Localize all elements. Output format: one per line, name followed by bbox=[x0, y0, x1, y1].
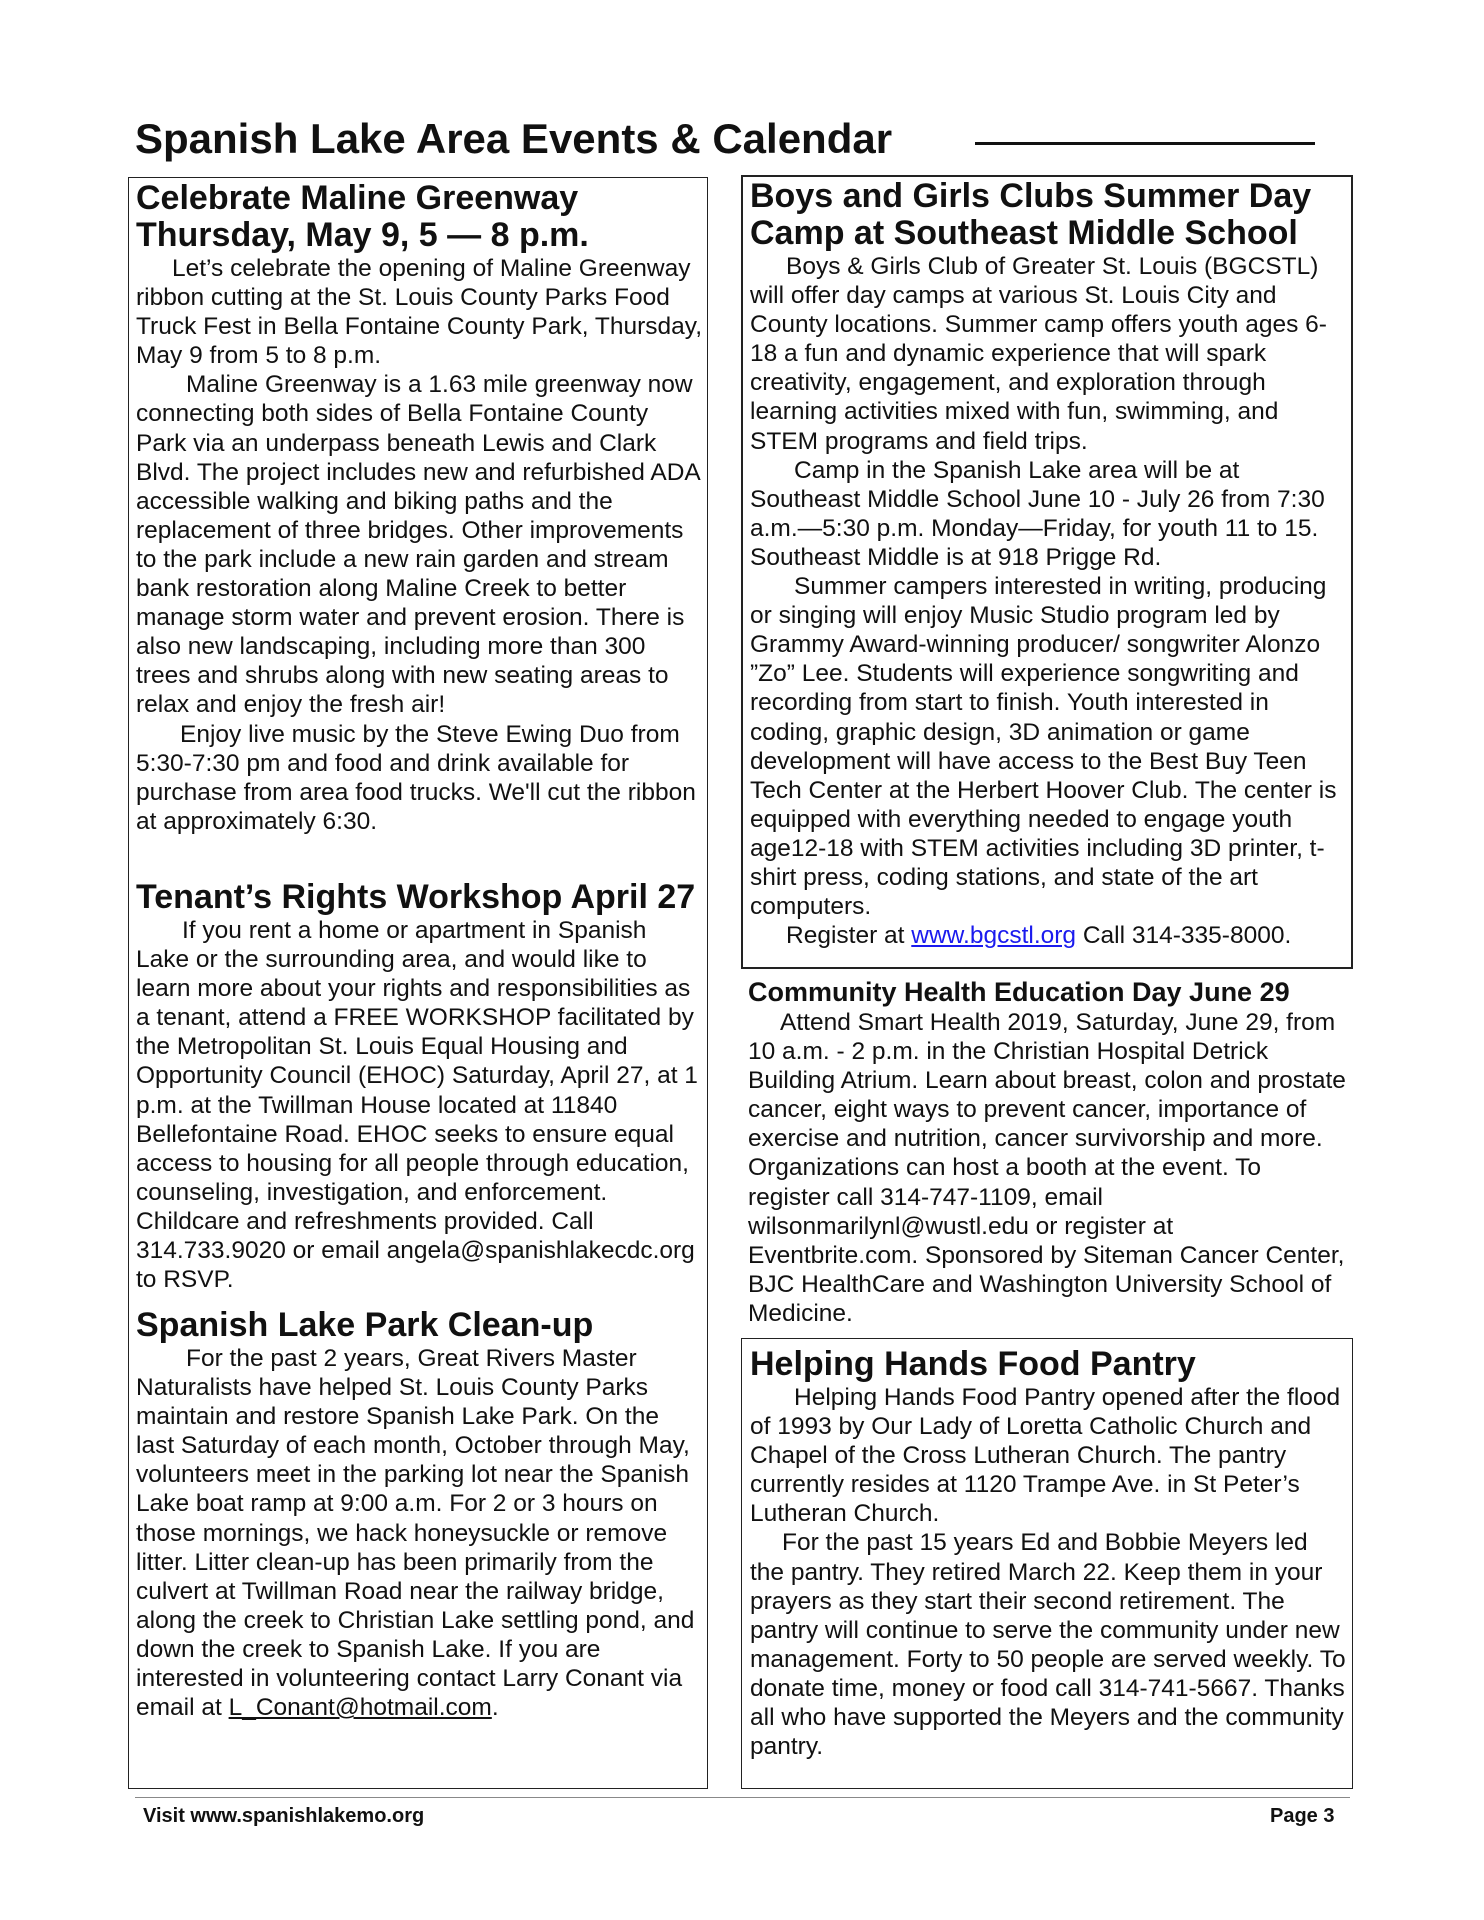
maline-article bbox=[136, 180, 702, 836]
tenant-title: Tenant’s Rights Workshop April 27 bbox=[136, 878, 696, 916]
bgc-article bbox=[750, 178, 1348, 950]
maline-title-line2: Thursday, May 9, 5 — 8 p.m. bbox=[136, 216, 589, 254]
cleanup-period: . bbox=[491, 1694, 499, 1722]
bgc-register-line bbox=[750, 921, 1348, 950]
pantry-title: Helping Hands Food Pantry bbox=[750, 1345, 1196, 1383]
title-rule bbox=[975, 142, 1315, 145]
bgc-register-prefix: Register at bbox=[786, 922, 905, 950]
page-title: Spanish Lake Area Events & Calendar bbox=[135, 115, 893, 162]
cleanup-article bbox=[136, 1307, 702, 1722]
bgc-paragraph-1: Boys & Girls Club of Greater St. Louis (BGCSTL) will offer day camps at various St. Louis City and County locations. Summer camp offers youth ages 6-18 a fun and dynamic experience that will spark creativity, engagement, and exploration through learning activities mixed with fun, swimming, and STEM programs and field trips. bbox=[750, 253, 1327, 455]
cleanup-email[interactable]: L_Conant@hotmail.com bbox=[228, 1694, 492, 1722]
pantry-paragraph-2: For the past 15 years Ed and Bobbie Meyers led the pantry. They retired March 22. Keep them in your prayers as they start their second retirement. The pantry will continue to serve the community under new management. Forty to 50 people are served weekly. To donate time, money or food call 314-741-5667. Thanks all who have supported the Meyers and the community pantry. bbox=[750, 1529, 1346, 1761]
bgc-register-suffix: Call 314-335-8000. bbox=[1082, 922, 1292, 950]
cleanup-text: For the past 2 years, Great Rivers Master Naturalists have helped St. Louis County Parks maintain and restore Spanish Lake Park. On the last Saturday of each month, October through May, volunteers meet in the parking lot near the Spanish Lake boat ramp at 9:00 a.m. For 2 or 3 hours on those mornings, we hack honeysuckle or remove litter. Litter clean-up has been primarily from the culvert at Twillman Road near the railway bridge, along the creek to Christian Lake settling pond, and down the creek to Spanish Lake. If you are interested in volunteering contact Larry Conant via email at bbox=[136, 1345, 695, 1722]
health-title: Community Health Education Day June 29 bbox=[748, 977, 1290, 1007]
pantry-paragraph-1: Helping Hands Food Pantry opened after the flood of 1993 by Our Lady of Loretta Catholic Church and Chapel of the Cross Lutheran Church. The pantry currently resides at 1120 Trampe Ave. in St Peter’s Lutheran Church. bbox=[750, 1384, 1341, 1528]
bgc-paragraph-2: Camp in the Spanish Lake area will be at Southeast Middle School June 10 - July 26 from 7:30 a.m.—5:30 p.m. Monday—Friday, for youth 11 to 15. Southeast Middle is at 918 Prigge Rd. bbox=[750, 456, 1325, 571]
page-number: Page 3 bbox=[1270, 1805, 1335, 1827]
maline-title-line1: Celebrate Maline Greenway bbox=[136, 179, 579, 217]
tenant-paragraph-1: If you rent a home or apartment in Spanish Lake or the surrounding area, and would like to learn more about your rights and responsibilities as a tenant, attend a FREE WORKSHOP facilitated by the Metropolitan St. Louis Equal Housing and Opportunity Council (EHOC) Saturday, April 27, at 1 p.m. at the Twillman House located at 11840 Bellefontaine Road. EHOC seeks to ensure equal access to housing for all people through education, counseling, investigation, and enforcement. Childcare and refreshments provided. Call 314.733.9020 or email angela@spanishlakecdc.org to RSVP. bbox=[136, 917, 698, 1294]
footer-rule bbox=[135, 1797, 1350, 1798]
footer-website: Visit www.spanishlakemo.org bbox=[143, 1805, 425, 1827]
maline-paragraph-3: Enjoy live music by the Steve Ewing Duo from 5:30-7:30 pm and food and drink available for purchase from area food trucks. We'll cut the ribbon at approximately 6:30. bbox=[136, 720, 696, 835]
health-paragraph-1: Attend Smart Health 2019, Saturday, June 29, from 10 a.m. - 2 p.m. in the Christian Hospital Detrick Building Atrium. Learn about breast, colon and prostate cancer, eight ways to prevent cancer, importance of exercise and nutrition, cancer survivorship and more. Organizations can host a booth at the event. To register call 314-747-1109, email wilsonmarilynl@wustl.edu or register at Eventbrite.com. Sponsored by Siteman Cancer Center, BJC HealthCare and Washington University School of Medicine. bbox=[748, 1009, 1346, 1327]
health-article bbox=[748, 976, 1348, 1328]
bgc-title-line1: Boys and Girls Clubs Summer Day bbox=[750, 177, 1312, 215]
bgc-title-line2: Camp at Southeast Middle School bbox=[750, 214, 1298, 252]
bgc-paragraph-3: Summer campers interested in writing, producing or singing will enjoy Music Studio program led by Grammy Award-winning producer/ songwriter Alonzo ”Zo” Lee. Students will experience songwriting and recording from start to finish. Youth interested in coding, graphic design, 3D animation or game development will have access to the Best Buy Teen Tech Center at the Herbert Hoover Club. The center is equipped with everything needed to engage youth age12-18 with STEM activities including 3D printer, t-shirt press, coding stations, and state of the art computers. bbox=[750, 573, 1337, 921]
tenant-article bbox=[136, 879, 702, 1294]
cleanup-title: Spanish Lake Park Clean-up bbox=[136, 1306, 594, 1344]
pantry-article bbox=[750, 1346, 1348, 1761]
bgc-website-link[interactable]: www.bgcstl.org bbox=[911, 922, 1077, 950]
maline-paragraph-1: Let’s celebrate the opening of Maline Greenway ribbon cutting at the St. Louis County Parks Food Truck Fest in Bella Fontaine County Park, Thursday, May 9 from 5 to 8 p.m. bbox=[136, 255, 703, 370]
cleanup-paragraph-1 bbox=[136, 1344, 702, 1722]
maline-paragraph-2: Maline Greenway is a 1.63 mile greenway now connecting both sides of Bella Fontaine County Park via an underpass beneath Lewis and Clark Blvd. The project includes new and refurbished ADA accessible walking and biking paths and the replacement of three bridges. Other improvements to the park include a new rain garden and stream bank restoration along Maline Creek to better manage storm water and prevent erosion. There is also new landscaping, including more than 300 trees and shrubs along with new seating areas to relax and enjoy the fresh air! bbox=[136, 371, 700, 719]
